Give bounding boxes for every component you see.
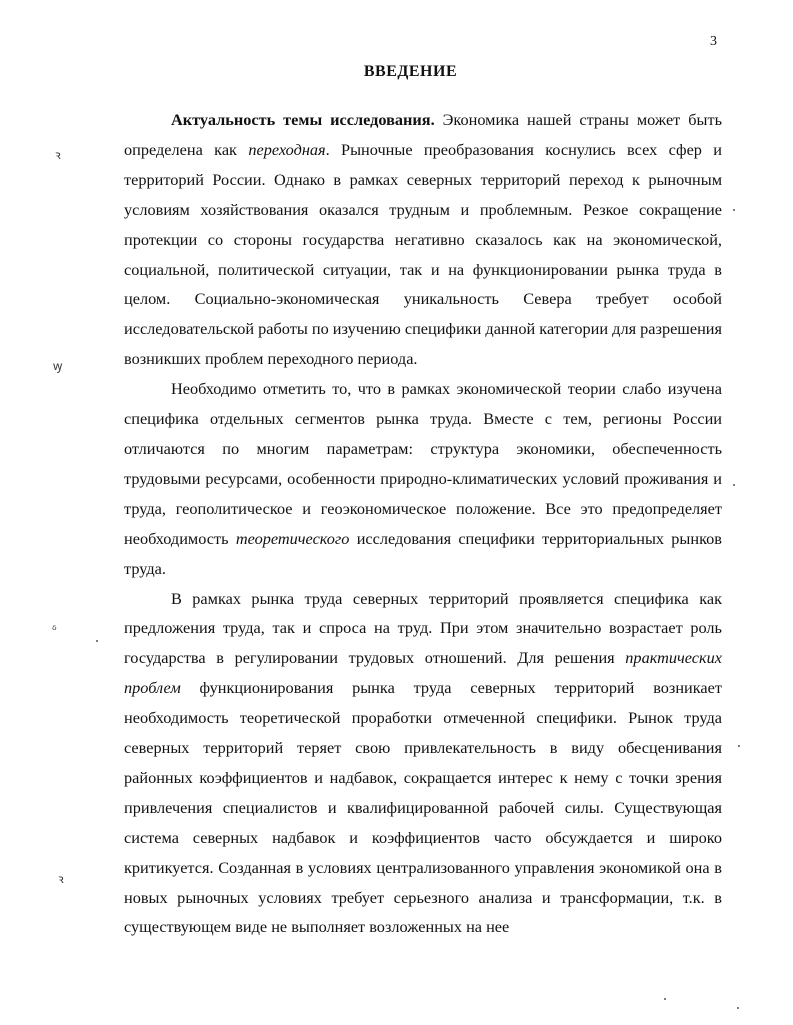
scan-speck [96, 640, 98, 642]
text-segment: Экономика нашей страны может быть определена как [124, 110, 722, 159]
text-segment: функционирования рынка труда северных территорий возникает необходимость теоретической проработки отмеченной специфики. Рынок труда северных территорий теряет свою привлекательность в виду обесценивания районных коэффициентов и надбавок, сокращается интерес к нему с точки зрения привлечения специалистов и квалифицированной рабочей силы. Существующая система северных надбавок и коэффициентов часто обсуждается и широко критикуется. Созданная в условиях централизованного управления экономикой она в новых рыночных условиях требует серьезного анализа и трансформации, т.к. в существующем виде не выполняет возложенных на нее [124, 678, 722, 937]
scan-speck [733, 484, 735, 486]
paragraph [124, 374, 722, 583]
margin-annotation: ꝛ [58, 872, 64, 886]
scan-speck [737, 1007, 739, 1009]
text-segment: . Рыночные преобразования коснулись всех сфер и территорий России. Однако в рамках северных территорий переход к рыночным условиям хозяйствования оказался трудным и проблемным. Резкое сокращение протекции со стороны государства негативно сказалось как на экономической, социальной, политической ситуации, так и на функционировании рынка труда в целом. Социально-экономическая уникальность Севера требует особой исследовательской работы по изучению специфики данной категории для разрешения возникших проблем переходного периода. [124, 139, 723, 369]
paragraph-lead: Актуальность темы исследования. [171, 110, 435, 129]
italic-term: теоретического [235, 528, 350, 548]
margin-annotation: ᵟ [52, 623, 57, 637]
text-segment: В рамках рынка труда северных территорий проявляется специфика как предложения труда, так и спроса на труд. При этом значительно возрастает роль государства в регулировании трудовых отношений. Для решения [124, 588, 722, 668]
paragraph [124, 584, 722, 943]
margin-annotation: ꝛ [55, 148, 61, 162]
page-number: 3 [710, 34, 717, 49]
scan-speck [664, 998, 666, 1000]
body-text [124, 105, 722, 942]
text-segment: исследования специфики территориальных рынков труда. [124, 528, 722, 578]
scan-speck [738, 745, 740, 747]
italic-term: переходная [248, 139, 326, 159]
paragraph [124, 105, 722, 374]
scan-speck [733, 209, 735, 211]
italic-term: практических проблем [124, 648, 722, 698]
page-title: ВВЕДЕНИЕ [363, 63, 458, 80]
margin-annotation: ꝡ [53, 359, 63, 373]
text-segment: Необходимо отметить то, что в рамках экономической теории слабо изучена специфика отдельных сегментов рынка труда. Вместе с тем, регионы России отличаются по многим параметрам: структура экономики, обеспеченность трудовыми ресурсами, особенности природно-климатических условий проживания и труда, геополитическое и геоэкономическое положение. Все это предопределяет необходимость [124, 379, 722, 548]
